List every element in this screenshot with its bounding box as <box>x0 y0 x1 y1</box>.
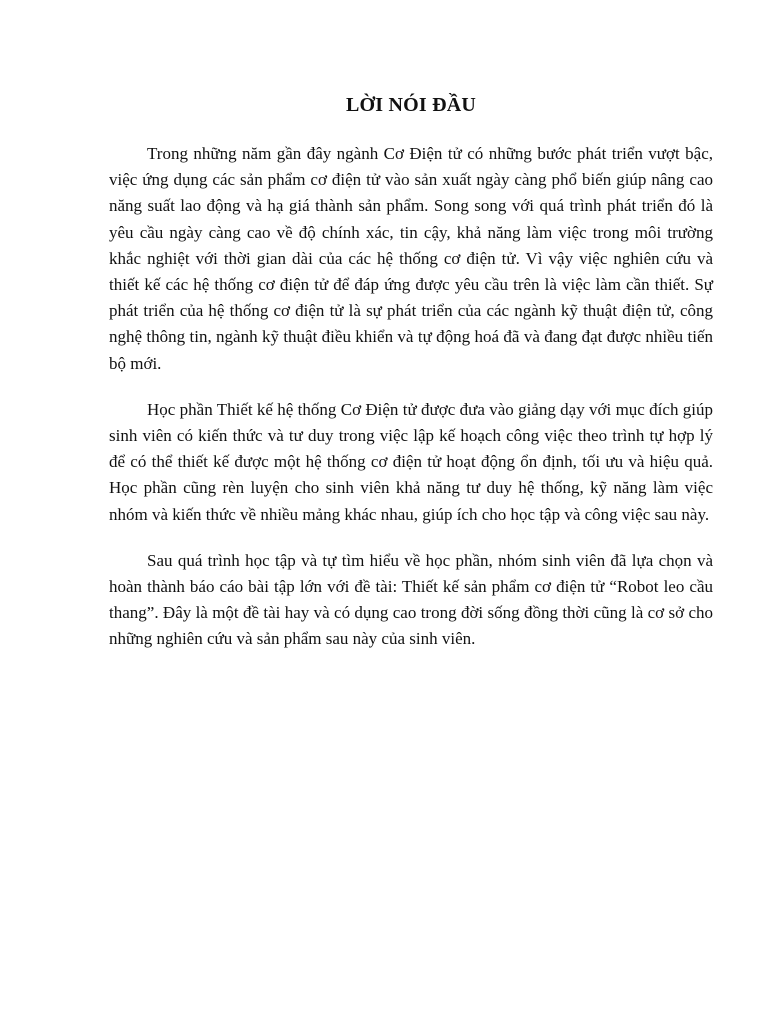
page-title: LỜI NÓI ĐẦU <box>346 94 476 116</box>
paragraph-1: Trong những năm gần đây ngành Cơ Điện tử có những bước phát triển vượt bậc, việc ứng dụng các sản phẩm cơ điện tử vào sản xuất ngày càng phổ biến giúp nâng cao năng suất lao động và hạ giá thành sản phẩm. Song song với quá trình phát triển đó là yêu cầu ngày càng cao về độ chính xác, tin cậy, khả năng làm việc trong môi trường khắc nghiệt với thời gian dài của các hệ thống cơ điện tử. Vì vậy việc nghiên cứu và thiết kế các hệ thống cơ điện tử để đáp ứng được yêu cầu trên là việc làm cần thiết. Sự phát triển của hệ thống cơ điện tử là sự phát triển của các ngành kỹ thuật điện tử, công nghệ thông tin, ngành kỹ thuật điều khiển và tự động hoá đã và đang đạt được nhiều tiến bộ mới. <box>109 144 713 373</box>
paragraph-2: Học phần Thiết kế hệ thống Cơ Điện tử được đưa vào giảng dạy với mục đích giúp sinh viên có kiến thức và tư duy trong việc lập kế hoạch công việc theo trình tự hợp lý để có thể thiết kế được một hệ thống cơ điện tử hoạt động ổn định, tối ưu và hiệu quả. Học phần cũng rèn luyện cho sinh viên khả năng tư duy hệ thống, kỹ năng làm việc nhóm và kiến thức về nhiều mảng khác nhau, giúp ích cho học tập và công việc sau này. <box>109 399 713 524</box>
document-body <box>109 90 713 673</box>
paragraph-3: Sau quá trình học tập và tự tìm hiểu về học phần, nhóm sinh viên đã lựa chọn và hoàn thành báo cáo bài tập lớn với đề tài: Thiết kế sản phẩm cơ điện tử “Robot leo cầu thang”. Đây là một đề tài hay và có dụng cao trong đời sống đồng thời cũng là cơ sở cho những nghiên cứu và sản phẩm sau này của sinh viên. <box>109 550 713 649</box>
